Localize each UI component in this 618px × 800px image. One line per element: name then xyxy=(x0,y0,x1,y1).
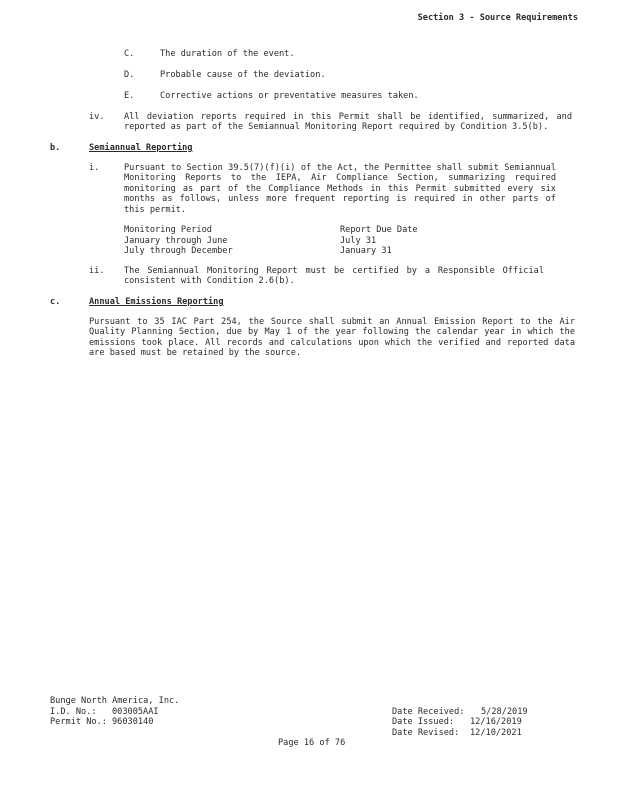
table-cell-due: July 31 xyxy=(340,235,377,246)
footer-id-value: 003005AAI xyxy=(112,706,159,717)
table-header-period: Monitoring Period xyxy=(124,225,212,235)
footer-date-issued-label: Date Issued: xyxy=(392,717,455,727)
item-b-ii-marker: ii. xyxy=(89,266,105,276)
list-marker: D. xyxy=(124,70,135,80)
item-b-i-text: Pursuant to Section 39.5(7)(f)(i) of the Act, the Permittee shall submit Semiannual Monitoring Reports to the IEPA, Air Compliance Section, summarizing required monitoring as part of the Compliance Methods in this Permit submitted every six months as follows, unless more frequent reporting is required in other parts of this permit. xyxy=(124,163,556,215)
footer-date-received-label: Date Received: xyxy=(392,706,465,717)
list-item-text: Corrective actions or preventative measures taken. xyxy=(160,91,419,101)
list-marker: C. xyxy=(124,49,135,59)
section-b-title: Semiannual Reporting xyxy=(89,143,193,153)
item-b-ii-text: The Semiannual Monitoring Report must be certified by a Responsible Official consistent with Condition 2.6(b). xyxy=(124,266,544,287)
list-marker: E. xyxy=(124,91,135,101)
page-number: Page 16 of 76 xyxy=(278,738,346,748)
table-cell-period: July through December xyxy=(124,246,233,256)
footer-permit-label: Permit No.: xyxy=(50,717,107,727)
section-b-marker: b. xyxy=(50,143,61,153)
list-item-text: Probable cause of the deviation. xyxy=(160,70,326,80)
section-header: Section 3 - Source Requirements xyxy=(417,13,578,23)
table-header-due: Report Due Date xyxy=(340,225,418,235)
list-item-text: The duration of the event. xyxy=(160,49,295,59)
section-c-marker: c. xyxy=(50,297,61,307)
footer-date-revised: 12/10/2021 xyxy=(470,727,522,738)
section-c-title: Annual Emissions Reporting xyxy=(89,297,224,307)
footer-date-issued: 12/16/2019 xyxy=(470,717,522,727)
item-iv-marker: iv. xyxy=(89,112,105,122)
item-iv-text: All deviation reports required in this Permit shall be identified, summarized, and reported as part of the Semiannual Monitoring Report required by Condition 3.5(b). xyxy=(124,112,572,133)
section-c-text: Pursuant to 35 IAC Part 254, the Source shall submit an Annual Emission Report to the Air Quality Planning Section, due by May 1 of the year following the calendar year in which the emissions took place. All records and calculations upon which the verified and reported data are based must be retained by the source. xyxy=(89,317,575,359)
footer-company: Bunge North America, Inc. xyxy=(50,696,180,706)
item-b-i-marker: i. xyxy=(89,163,100,173)
table-cell-period: January through June xyxy=(124,235,228,246)
footer-date-received: 5/28/2019 xyxy=(481,706,528,717)
footer-id-label: I.D. No.: xyxy=(50,706,97,717)
footer-permit-value: 96030140 xyxy=(112,717,154,727)
table-cell-due: January 31 xyxy=(340,246,392,256)
footer-date-revised-label: Date Revised: xyxy=(392,727,460,738)
